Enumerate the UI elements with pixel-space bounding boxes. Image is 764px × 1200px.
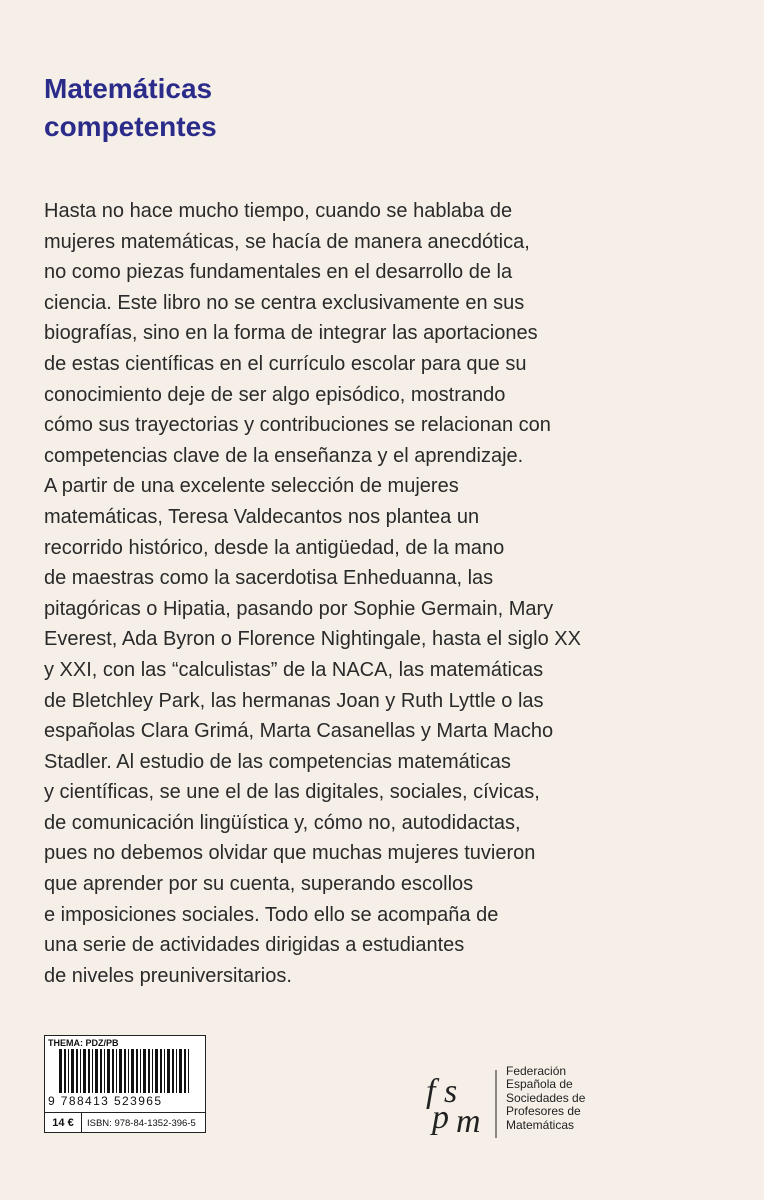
barcode-bar bbox=[128, 1049, 129, 1093]
publisher-line: Matemáticas bbox=[506, 1117, 575, 1132]
synopsis-line: competencias clave de la enseñanza y el aprendizaje. bbox=[44, 444, 524, 467]
barcode-bar bbox=[112, 1049, 114, 1093]
synopsis-line: de comunicación lingüística y, cómo no, autodidactas, bbox=[44, 811, 521, 834]
synopsis-line: de estas científicas en el currículo escolar para que su bbox=[44, 352, 527, 375]
barcode-bar bbox=[140, 1049, 141, 1093]
synopsis-text bbox=[44, 196, 734, 991]
synopsis-line: una serie de actividades dirigidas a estudiantes bbox=[44, 934, 465, 957]
barcode-bar bbox=[107, 1049, 110, 1093]
publisher-line: Española de bbox=[506, 1077, 573, 1092]
synopsis-line: pues no debemos olvidar que muchas mujeres tuvieron bbox=[44, 842, 536, 865]
synopsis-line: cómo sus trayectorias y contribuciones se relacionan con bbox=[44, 414, 551, 437]
barcode-bar bbox=[131, 1049, 134, 1093]
svg-text:s: s bbox=[444, 1073, 458, 1110]
barcode-bar bbox=[172, 1049, 174, 1093]
synopsis-line: biografías, sino en la forma de integrar las aportaciones bbox=[44, 322, 538, 345]
barcode-bar bbox=[59, 1049, 62, 1093]
synopsis-line: españolas Clara Grimá, Marta Casanellas y Marta Macho bbox=[44, 720, 554, 743]
barcode-bar bbox=[179, 1049, 182, 1093]
book-title bbox=[44, 70, 217, 146]
svg-text:m: m bbox=[456, 1103, 481, 1140]
synopsis-line: e imposiciones sociales. Todo ello se acompaña de bbox=[44, 903, 499, 926]
synopsis-line: A partir de una excelente selección de mujeres bbox=[44, 475, 459, 498]
synopsis-line: no como piezas fundamentales en el desarrollo de la bbox=[44, 261, 513, 284]
barcode-bar bbox=[100, 1049, 102, 1093]
barcode-bar bbox=[155, 1049, 158, 1093]
synopsis-line: de maestras como la sacerdotisa Enheduanna, las bbox=[44, 567, 494, 590]
barcode-bar bbox=[136, 1049, 138, 1093]
barcode-bar bbox=[76, 1049, 78, 1093]
publisher-line: Federación bbox=[506, 1064, 567, 1078]
thema-code: THEMA: PDZ/PB bbox=[48, 1038, 119, 1048]
barcode-bars bbox=[59, 1049, 193, 1093]
synopsis-line: Hasta no hace mucho tiempo, cuando se hablaba de bbox=[44, 200, 513, 222]
barcode-bar bbox=[167, 1049, 170, 1093]
synopsis-line: y científicas, se une el de las digitales, sociales, cívicas, bbox=[44, 781, 540, 804]
synopsis-line: pitagóricas o Hipatia, pasando por Sophie Germain, Mary bbox=[44, 597, 554, 620]
barcode-bar bbox=[92, 1049, 93, 1093]
barcode-block bbox=[44, 1035, 206, 1133]
barcode-bar bbox=[176, 1049, 177, 1093]
svg-text:f: f bbox=[426, 1073, 436, 1110]
synopsis-line: y XXI, con las “calculistas” de la NACA, las matemáticas bbox=[44, 658, 544, 681]
synopsis-line: Stadler. Al estudio de las competencias matemáticas bbox=[44, 750, 511, 773]
barcode-bar bbox=[80, 1049, 81, 1093]
ean-digits: 9 788413 523965 bbox=[48, 1094, 163, 1108]
barcode-bar bbox=[68, 1049, 69, 1093]
synopsis-line: recorrido histórico, desde la antigüedad, de la mano bbox=[44, 536, 505, 559]
barcode-bar bbox=[184, 1049, 186, 1093]
synopsis-line: mujeres matemáticas, se hacía de manera anecdótica, bbox=[44, 230, 530, 253]
synopsis-line: que aprender por su cuenta, superando escollos bbox=[44, 873, 474, 896]
publisher-line: Profesores de bbox=[506, 1104, 581, 1119]
synopsis-line: de niveles preuniversitarios. bbox=[44, 964, 292, 987]
barcode-bar bbox=[88, 1049, 90, 1093]
barcode-bar bbox=[83, 1049, 86, 1093]
synopsis-line: de Bletchley Park, las hermanas Joan y Ruth Lyttle o las bbox=[44, 689, 544, 712]
synopsis-line: conocimiento deje de ser algo episódico, mostrando bbox=[44, 383, 506, 406]
price-isbn-row bbox=[45, 1112, 205, 1133]
barcode-bar bbox=[95, 1049, 98, 1093]
barcode-bar bbox=[64, 1049, 66, 1093]
barcode-bar bbox=[160, 1049, 162, 1093]
barcode-bar bbox=[71, 1049, 74, 1093]
synopsis-line: matemáticas, Teresa Valdecantos nos plantea un bbox=[44, 505, 480, 528]
publisher-line: Sociedades de bbox=[506, 1090, 586, 1105]
barcode-bar bbox=[188, 1049, 189, 1093]
publisher-name bbox=[506, 1065, 585, 1132]
barcode-bar bbox=[164, 1049, 165, 1093]
barcode-bar bbox=[143, 1049, 146, 1093]
svg-text:p: p bbox=[432, 1099, 449, 1136]
barcode-bar bbox=[148, 1049, 150, 1093]
barcode-bar bbox=[124, 1049, 126, 1093]
synopsis-line: ciencia. Este libro no se centra exclusivamente en sus bbox=[44, 291, 525, 314]
fespm-logo-icon bbox=[420, 1062, 500, 1142]
title-line-1: Matemáticas bbox=[44, 73, 213, 104]
barcode-bar bbox=[116, 1049, 117, 1093]
title-line-2: competentes bbox=[44, 111, 217, 142]
barcode-bar bbox=[152, 1049, 153, 1093]
barcode-bar bbox=[119, 1049, 122, 1093]
barcode-bar bbox=[104, 1049, 105, 1093]
synopsis-line: Everest, Ada Byron o Florence Nightingale, hasta el siglo XX bbox=[44, 628, 581, 651]
isbn: ISBN: 978-84-1352-396-5 bbox=[87, 1117, 196, 1129]
price: 14 € bbox=[45, 1113, 82, 1133]
